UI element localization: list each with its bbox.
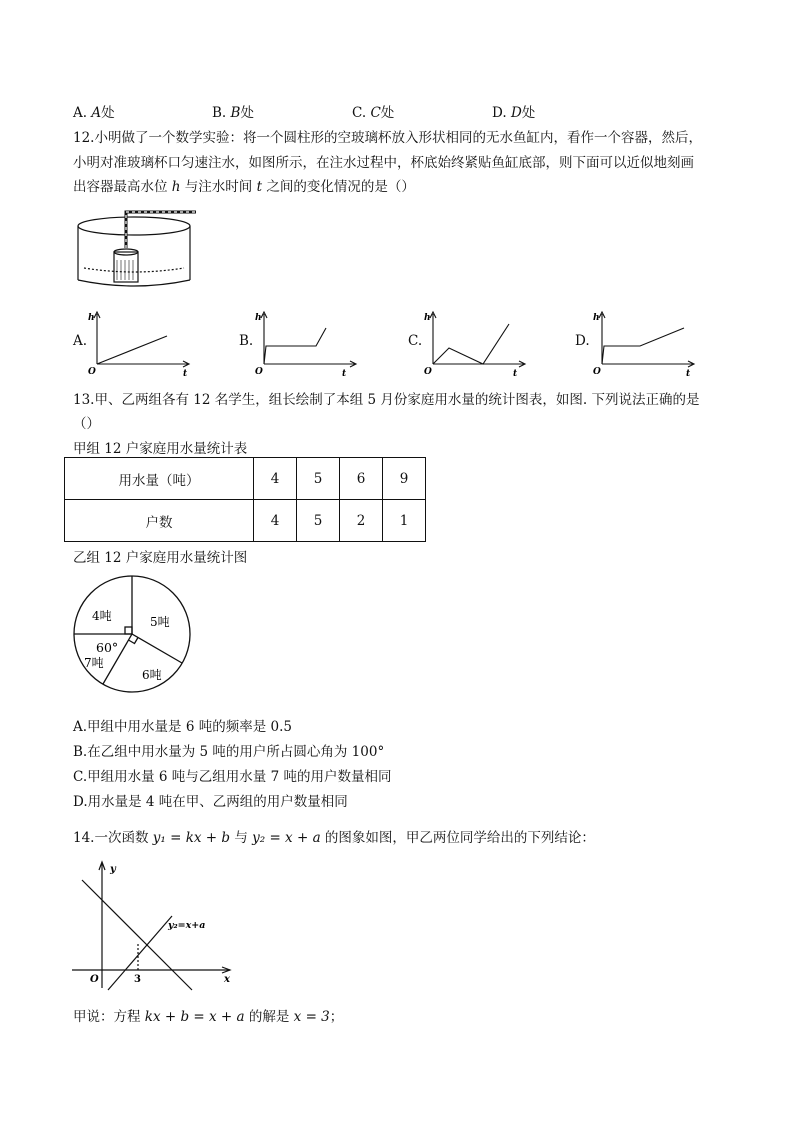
table-row xyxy=(65,458,426,500)
graph-a-curve xyxy=(97,336,167,364)
q12-option-c-label: C. xyxy=(408,333,423,349)
q13-choice-b: B.在乙组中用水量为 5 吨的用户所占圆心角为 100° xyxy=(73,744,385,760)
pie-label-6t: 6吨 xyxy=(142,668,162,682)
q11-option-c: C. C处 xyxy=(352,105,395,121)
q11-option-a: A. A处 xyxy=(73,105,115,121)
q14-linear-functions-graph xyxy=(68,858,238,994)
table-cell: 5 xyxy=(297,458,340,500)
q14-stem: 14.一次函数 y₁ = kx + b 与 y₂ = x + a 的图象如图，甲乙两位同学给出的下列结论： xyxy=(73,830,595,846)
svg-text:t: t xyxy=(342,369,347,379)
q12-line-3: 出容器最高水位 h 与注水时间 t 之间的变化情况的是（） xyxy=(73,179,415,195)
svg-text:O: O xyxy=(424,367,432,377)
q12-graph-a xyxy=(85,308,195,379)
line-y2-label: y₂=x+a xyxy=(168,920,206,931)
tank-water-line xyxy=(84,268,184,272)
table-cell: 6 xyxy=(340,458,383,500)
q13-line-2: （） xyxy=(73,416,100,432)
graph-d-curve xyxy=(602,328,684,364)
q12-graph-b xyxy=(252,308,362,379)
table-cell: 2 xyxy=(340,500,383,542)
table-cell: 5 xyxy=(297,500,340,542)
table-row xyxy=(65,500,426,542)
pie-label-4t: 4吨 xyxy=(92,609,112,623)
table-cell: 9 xyxy=(383,458,426,500)
table-cell: 1 xyxy=(383,500,426,542)
water-usage-table xyxy=(64,457,426,542)
tick-label-3: 3 xyxy=(134,974,141,985)
table-cell: 4 xyxy=(254,500,297,542)
q12-option-b-label: B. xyxy=(239,333,254,349)
q12-graph-c xyxy=(421,308,531,379)
q13-choice-c: C.甲组用水量 6 吨与乙组用水量 7 吨的用户数量相同 xyxy=(73,769,392,785)
q14-jia-statement: 甲说：方程 kx + b = x + a 的解是 x = 3； xyxy=(73,1009,344,1025)
graph-b-curve xyxy=(264,328,326,364)
origin-label: O xyxy=(90,974,99,985)
q13-choice-d: D.用水量是 4 吨在甲、乙两组的用户数量相同 xyxy=(73,794,348,810)
q12-line-1: 12.小明做了一个数学实验：将一个圆柱形的空玻璃杯放入形状相同的无水鱼缸内，看作一个容器，然后， xyxy=(73,130,702,146)
pie-label-7t: 7吨 xyxy=(84,656,104,670)
q13-choice-a: A.甲组中用水量是 6 吨的频率是 0.5 xyxy=(73,719,292,735)
pie-chart-figure xyxy=(72,572,198,698)
fish-tank-figure xyxy=(72,208,202,290)
svg-text:h: h xyxy=(255,313,262,323)
pie-radius-right xyxy=(132,634,182,663)
y-axis-label: y xyxy=(110,864,116,875)
right-angle-mark-top xyxy=(125,627,132,634)
q12-graph-d xyxy=(590,308,700,379)
q12-option-d-label: D. xyxy=(575,333,590,349)
svg-text:O: O xyxy=(255,367,263,377)
svg-text:h: h xyxy=(424,313,431,323)
graph-a-origin: O xyxy=(88,367,96,377)
glass-cup-water xyxy=(117,260,133,280)
pie-label-5t: 5吨 xyxy=(150,615,170,629)
svg-text:t: t xyxy=(513,369,518,379)
pie-angle-label: 60° xyxy=(96,640,119,655)
svg-text:O: O xyxy=(593,367,601,377)
q11-option-b: B. B处 xyxy=(212,105,254,121)
q12-line-2: 小明对准玻璃杯口匀速注水，如图所示，在注水过程中，杯底始终紧贴鱼缸底部，则下面可以近似地刻画 xyxy=(73,155,694,171)
graph-a-t-label: t xyxy=(183,369,188,379)
q13-table-title: 甲组 12 户家庭用水量统计表 xyxy=(73,441,248,457)
q12-option-a-label: A. xyxy=(73,333,88,349)
table-cell: 用水量（吨） xyxy=(65,458,254,500)
tank-bottom xyxy=(78,280,190,286)
q13-pie-title: 乙组 12 户家庭用水量统计图 xyxy=(73,550,248,566)
svg-text:t: t xyxy=(686,369,691,379)
graph-a-h-label: h xyxy=(88,313,95,323)
table-cell: 4 xyxy=(254,458,297,500)
q11-option-d: D. D处 xyxy=(492,105,536,121)
graph-c-curve xyxy=(433,324,509,364)
glass-cup xyxy=(114,252,138,282)
x-axis-label: x xyxy=(224,974,230,985)
svg-text:h: h xyxy=(593,313,600,323)
table-cell: 户数 xyxy=(65,500,254,542)
tank-rim xyxy=(78,217,190,235)
q13-line-1: 13.甲、乙两组各有 12 名学生，组长绘制了本组 5 月份家庭用水量的统计图表，如图. 下列说法正确的是 xyxy=(73,392,700,408)
